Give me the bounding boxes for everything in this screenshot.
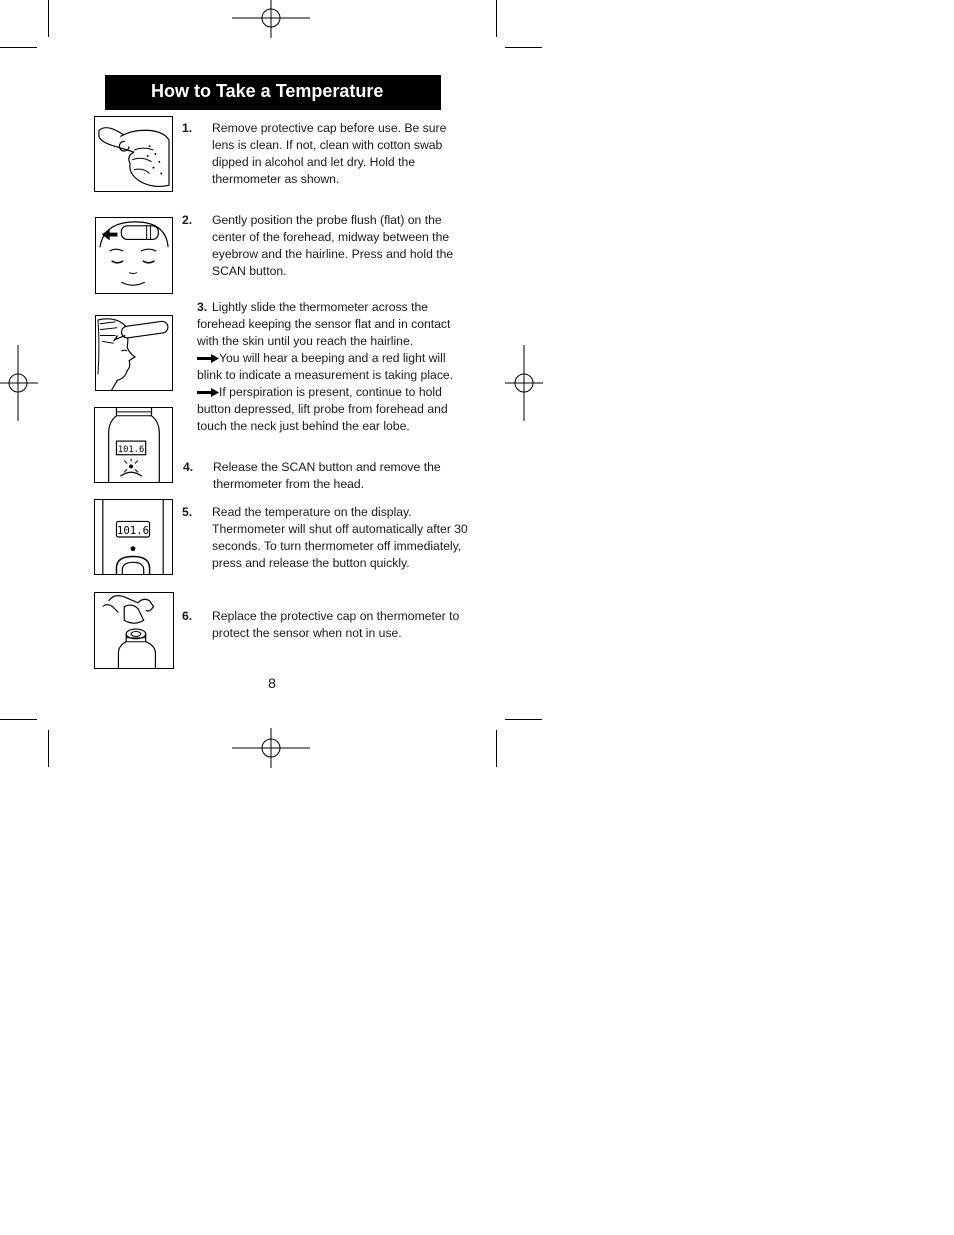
illustration-read-display	[94, 499, 173, 575]
registration-mark-bottom	[232, 728, 310, 768]
page-title: How to Take a Temperature	[105, 75, 441, 110]
step-1	[182, 120, 462, 188]
step-2-number: 2.	[182, 213, 193, 227]
step-1-text: Remove protective cap before use. Be sure lens is clean. If not, clean with cotton swab dipped in alcohol and let dry. Hold the thermometer as shown.	[212, 121, 447, 186]
step-3-note-2-text: If perspiration is present, continue to hold button depressed, lift probe from forehead and touch the neck just behind the ear lobe.	[197, 385, 448, 433]
illustration-forehead-position	[95, 217, 173, 294]
step-5-number: 5.	[182, 505, 193, 519]
illustration-hold-thermometer	[94, 116, 173, 192]
step-3-note-1-text: You will hear a beeping and a red light will blink to indicate a measurement is taking place.	[197, 351, 454, 382]
page-number: 8	[268, 675, 276, 691]
step-4	[183, 459, 463, 493]
registration-mark-left	[0, 345, 38, 421]
display-reading-large: 101.6	[116, 524, 150, 538]
illustration-replace-cap	[94, 592, 174, 669]
step-5	[182, 504, 474, 572]
step-3-number: 3.	[197, 300, 208, 314]
step-6-text: Replace the protective cap on thermometer to protect the sensor when not in use.	[212, 609, 460, 640]
step-4-text: Release the SCAN button and remove the thermometer from the head.	[213, 460, 441, 491]
step-3	[197, 299, 465, 435]
step-1-number: 1.	[182, 121, 193, 135]
display-reading-small: 101.6	[117, 444, 145, 455]
step-2	[182, 212, 462, 280]
step-6	[182, 608, 462, 642]
step-5-text: Read the temperature on the display. Thermometer will shut off automatically after 30 seconds. To turn thermometer off immediately, press and release the button quickly.	[212, 505, 468, 570]
step-4-number: 4.	[183, 460, 194, 474]
registration-mark-top	[232, 0, 310, 38]
registration-mark-right	[505, 345, 543, 421]
illustration-release-scan	[94, 407, 173, 483]
step-6-number: 6.	[182, 609, 193, 623]
arrow-right-icon	[197, 354, 219, 363]
step-3-note-2	[197, 384, 465, 435]
illustration-slide-forehead	[95, 315, 173, 391]
step-2-text: Gently position the probe flush (flat) on the center of the forehead, midway between the eyebrow and the hairline. Press and hold the SCAN button.	[212, 213, 454, 278]
step-3-note-1	[197, 350, 465, 384]
step-3-text: Lightly slide the thermometer across the forehead keeping the sensor flat and in contact with the skin until you reach the hairline.	[197, 300, 451, 348]
arrow-right-icon	[197, 388, 219, 397]
